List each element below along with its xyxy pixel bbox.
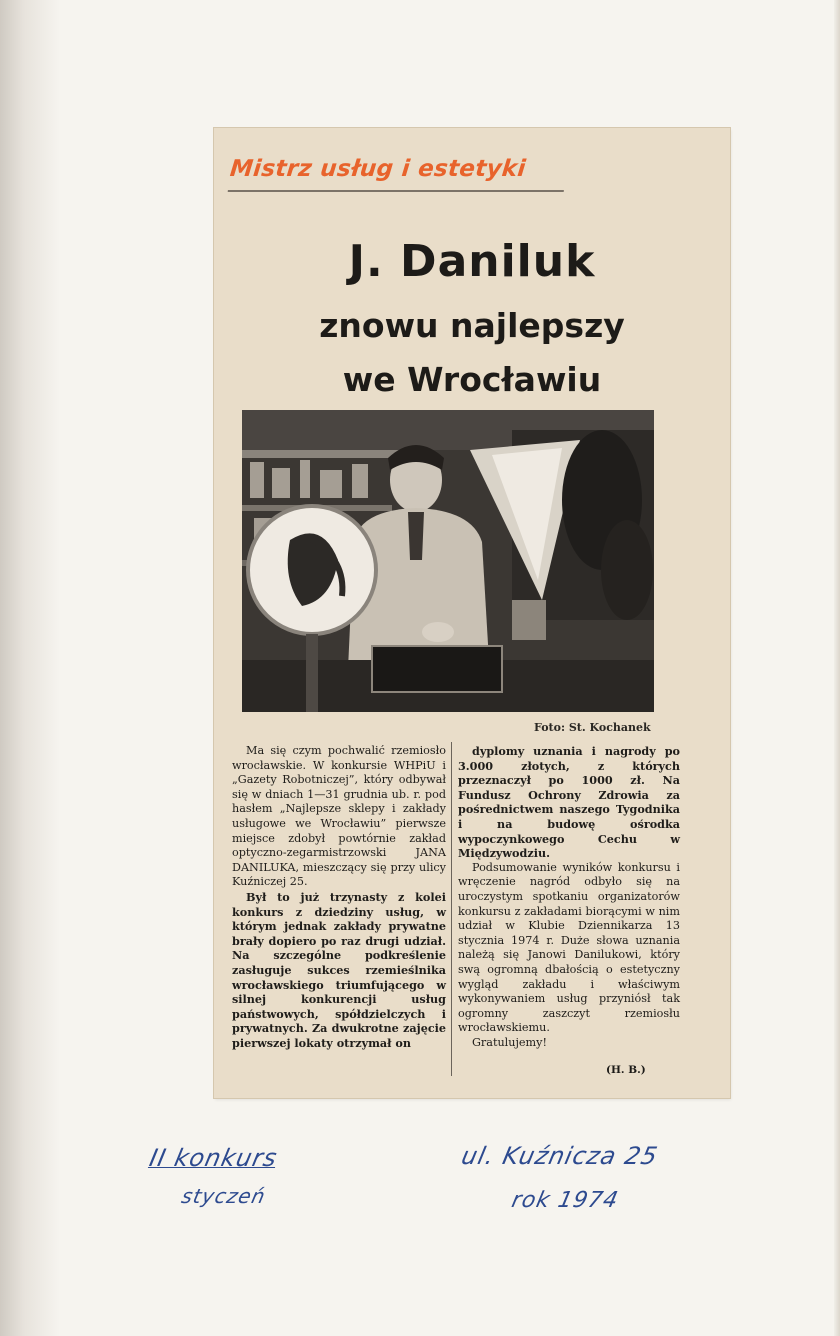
- photo-credit: Foto: St. Kochanek: [534, 721, 651, 734]
- article-column-left: [232, 744, 446, 1050]
- paragraph: Podsumowanie wyników konkursu i wręczenie nagród odbyło się na uroczystym spotkaniu organizatorów konkursu z zakładami biorącymi w nim udział w Klubie Dziennikarza 13 stycznia 1974 r. Duże słowa uznania należą się Janowi Danilukowi, który swą ogromną dbałością o estetyczny wygląd zakładu i właściwym wykonywaniem usług przyniósł tak ogromny zaszczyt rzemiosłu wrocławskiemu.: [458, 860, 680, 1035]
- author-initials: (H. B.): [606, 1064, 646, 1076]
- paragraph-bold: Był to już trzynasty z kolei konkurs z dziedziny usług, w którym jednak zakłady prywatne brały dopiero po raz drugi udział. Na szczególne podkreślenie zasługuje sukces rzemieślnika wrocławskiego triumfującego w silnej konkurencji usług państwowych, spółdzielczych i prywatnych. Za dwukrotne zajęcie pierwszej lokaty otrzymał on: [232, 889, 446, 1050]
- shop-photo: [242, 410, 654, 712]
- headline-line-2: znowu najlepszy: [319, 306, 625, 345]
- article-column-right: [458, 744, 680, 1050]
- paragraph: Ma się czym pochwalić rzemiosło wrocławskie. W konkursie WHPiU i „Gazety Robotniczej”, który odbywał się w dniach 1—31 grudnia ub. r. pod hasłem „Najlepsze sklepy i zakłady usługowe we Wrocławiu” pierwsze miejsce zdobył powtórnie zakład optyczno-zegarmistrzowski JANA DANILUKA, mieszczący się przy ulicy Kuźniczej 25.: [232, 744, 446, 889]
- section-kicker: Mistrz usług i estetyki: [228, 148, 569, 192]
- headline-line-3: we Wrocławiu: [342, 360, 602, 399]
- handwritten-contest: II konkurs: [147, 1144, 281, 1172]
- headline-name: J. Daniluk: [348, 236, 596, 287]
- paragraph-closing: Gratulujemy!: [472, 1035, 547, 1049]
- newspaper-clipping: [214, 128, 730, 1098]
- handwritten-year: rok 1974: [509, 1188, 621, 1213]
- handwritten-month: styczeń: [179, 1184, 269, 1208]
- album-page-edge: [834, 0, 840, 1336]
- handwritten-address: ul. Kuźnicza 25: [459, 1142, 661, 1170]
- shop-photo-image: [242, 410, 654, 712]
- column-divider: [451, 742, 452, 1076]
- album-page-gutter: [0, 0, 60, 1336]
- paragraph-bold: dyplomy uznania i nagrody po 3.000 złotych, z których przeznaczył po 1000 zł. Na Fundusz Ochrony Zdrowia za pośrednictwem naszego Tygodnika i na budowę ośrodka wypoczynkowego Cechu w Międzywodziu.: [458, 744, 680, 861]
